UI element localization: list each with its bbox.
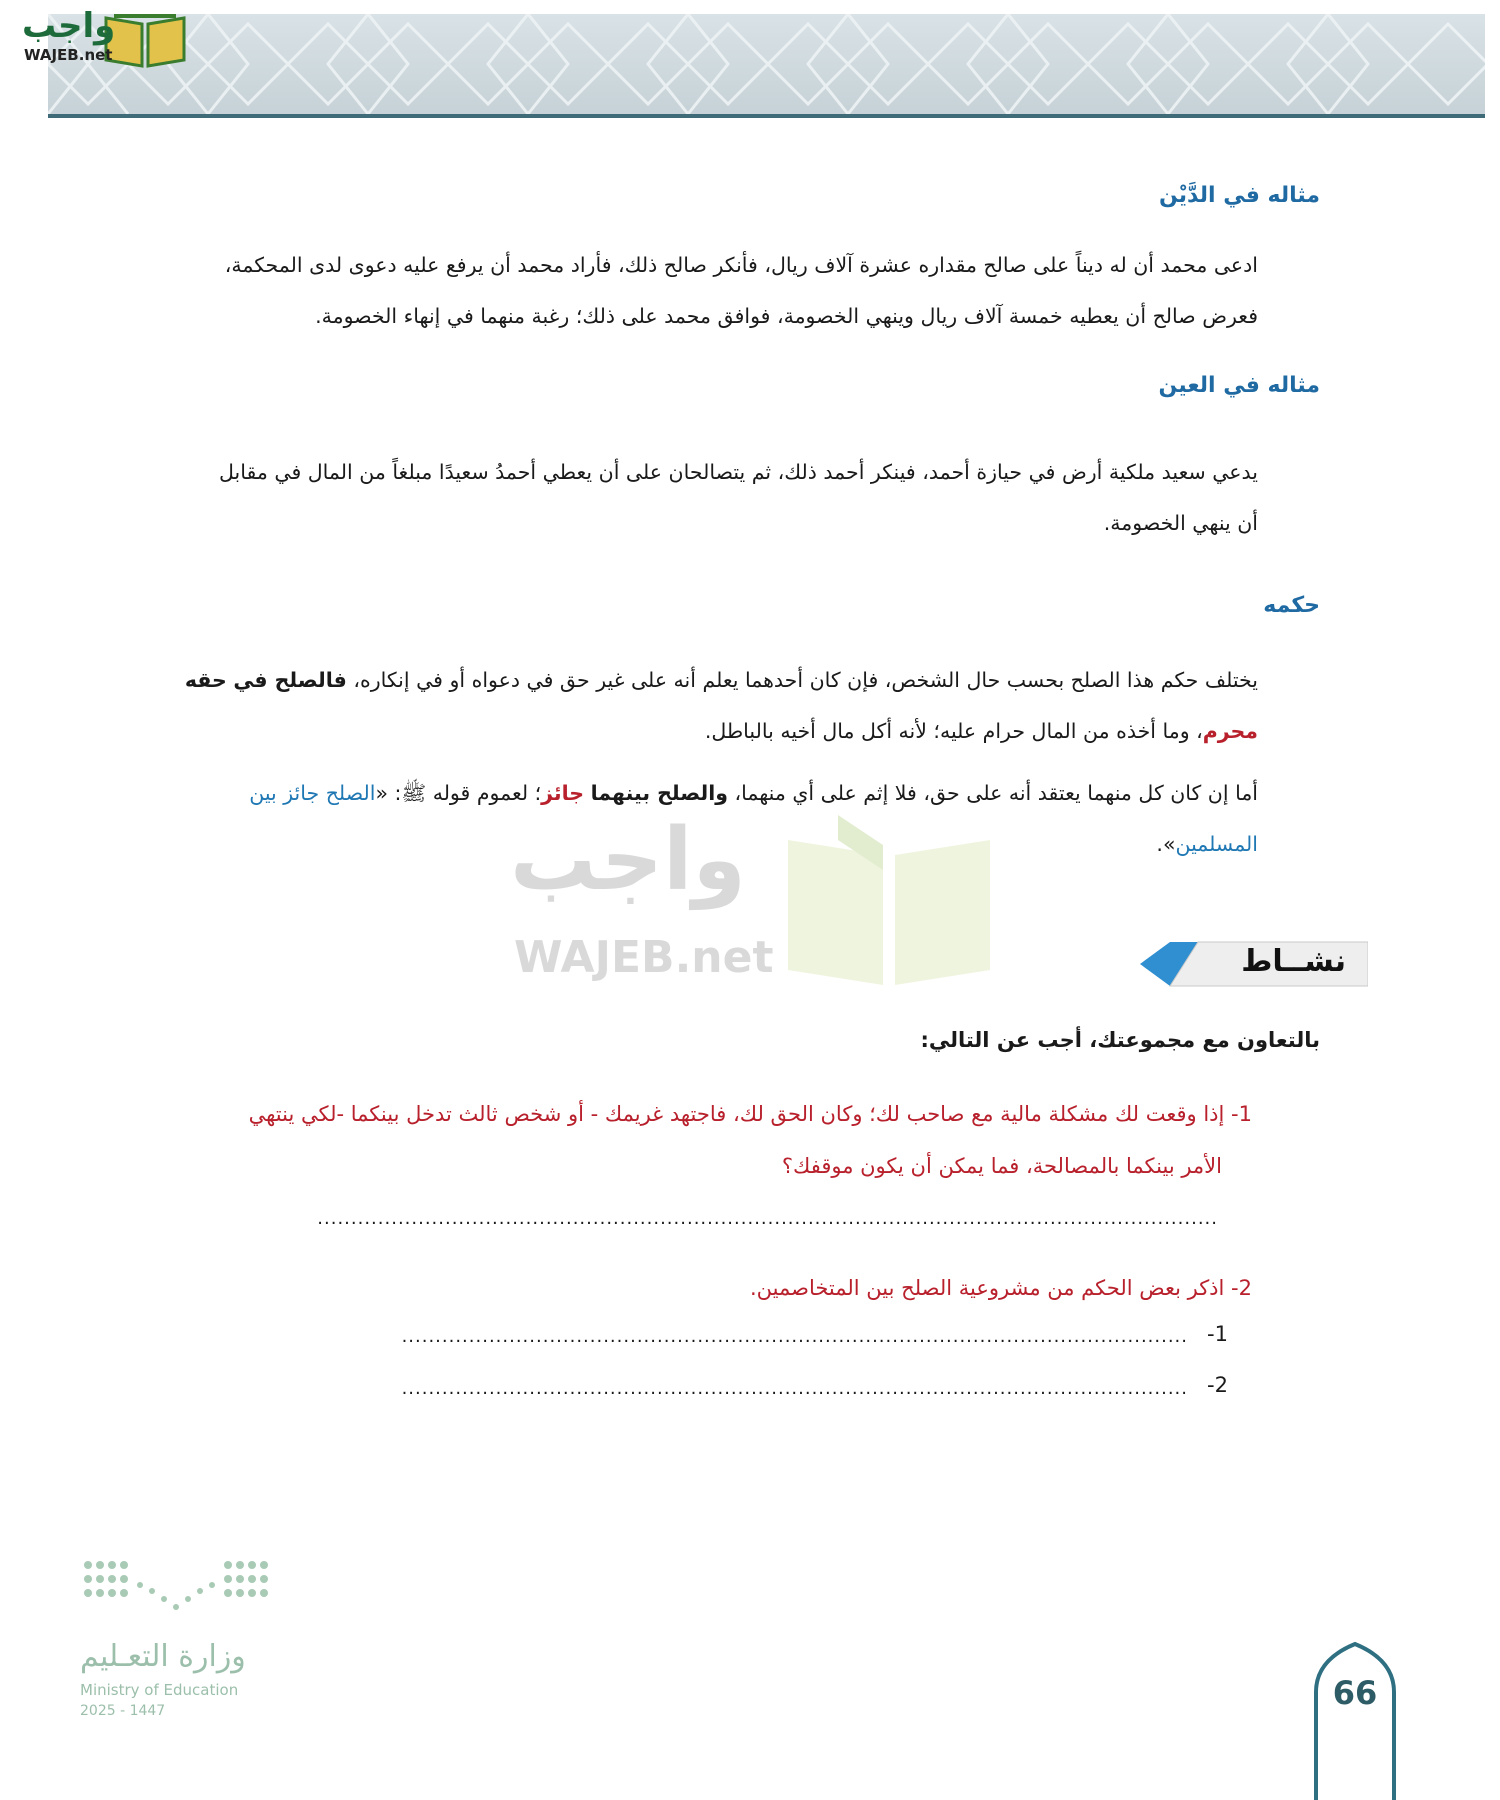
activity-tab-label: نشــاط: [1241, 944, 1346, 979]
bold-span: والصلح بينهما: [590, 781, 728, 805]
page-number: 66: [1332, 1674, 1378, 1712]
ministry-logo: [80, 1555, 280, 1725]
heading-dain: مثاله في الدَّيْن: [1158, 183, 1320, 208]
ministry-year: 2025 - 1447: [80, 1703, 166, 1719]
answer-line-q1[interactable]: ......................................................................................................................................: [317, 1208, 1218, 1229]
question-line: الأمر بينكما بالمصالحة، فما يمكن أن يكون موقفك؟: [781, 1154, 1222, 1178]
activity-intro: بالتعاون مع مجموعتك، أجب عن التالي:: [920, 1028, 1320, 1052]
paragraph-ain: [158, 447, 1258, 549]
answer-line-q2-1[interactable]: .....................................................................................................................: [401, 1326, 1188, 1347]
page-number-tab: [1310, 1640, 1400, 1800]
hadith-span: بين المسلمين: [249, 781, 1258, 856]
page-number-shape: [1310, 1640, 1400, 1800]
watermark-net: WAJEB.net: [514, 932, 774, 983]
bold-span: فالصلح في: [233, 668, 347, 692]
ministry-dots-icon: [80, 1555, 270, 1627]
paragraph-line: ادعى محمد أن له ديناً على صالح مقداره عشرة آلاف ريال، فأنكر صالح ذلك، فأراد محمد أن يرفع عليه دعوى لدى المحكمة،: [224, 253, 1258, 277]
text-span: ؛ لعموم قوله ﷺ: «: [375, 781, 542, 805]
activity-tab: [1140, 940, 1368, 988]
text-span: أما إن كان كل منهما يعتقد أنه على حق، فلا إثم على أي منهما،: [734, 781, 1258, 805]
paragraph-line: يدعي سعيد ملكية أرض في حيازة أحمد، فينكر أحمد ذلك، ثم يتصالحان على أن يعطي أحمدُ سعيدًا مبلغاً من المال في مقابل: [219, 460, 1258, 484]
logo-word: واجب: [22, 6, 116, 46]
ministry-name-en: Ministry of Education: [80, 1681, 239, 1699]
paragraph-line: أن ينهي الخصومة.: [1103, 511, 1258, 535]
red-span: محرم: [1202, 719, 1258, 743]
ministry-name-ar: وزارة التعـليم: [80, 1639, 246, 1674]
paragraph-hukm-1: [158, 655, 1258, 757]
watermark-book-icon: [778, 810, 1000, 990]
question-2: 2- اذكر بعض الحكم من مشروعية الصلح بين المتخاصمين.: [749, 1276, 1252, 1300]
question-1: [152, 1088, 1252, 1192]
watermark: [510, 810, 1000, 990]
wajeb-logo: [10, 6, 190, 66]
paragraph-line: فعرض صالح أن يعطيه خمسة آلاف ريال وينهي الخصومة، فوافق محمد على ذلك؛ رغبة منهما في إنهاء الخصومة.: [315, 304, 1258, 328]
logo-net: WAJEB.net: [24, 46, 113, 64]
hadith-span: الصلح جائز: [283, 781, 376, 805]
question-line: 1- إذا وقعت لك مشكلة مالية مع صاحب لك؛ وكان الحق لك، فاجتهد غريمك - أو شخص ثالث تدخل بينكما -لكي ينتهي: [248, 1102, 1252, 1126]
watermark-word: واجب: [510, 810, 746, 910]
answer-line-q2-2[interactable]: .....................................................................................................................: [401, 1378, 1188, 1399]
text-span: ، وما أخذه من المال حرام عليه؛ لأنه أكل مال أخيه بالباطل.: [704, 719, 1203, 743]
paragraph-dain: [158, 240, 1258, 342]
heading-ain: مثاله في العين: [1158, 373, 1320, 398]
red-span: جائز: [541, 781, 585, 805]
heading-hukm: حكمه: [1263, 593, 1320, 618]
answer-item-number: 2-: [1207, 1373, 1228, 1397]
header-pattern-band: [48, 14, 1485, 118]
answer-item-number: 1-: [1207, 1322, 1228, 1346]
text-span: ».: [1156, 832, 1176, 856]
bold-span: حقه: [184, 668, 227, 692]
text-span: يختلف حكم هذا الصلح بحسب حال الشخص، فإن كان أحدهما يعلم أنه على غير حق في دعواه أو في إنكاره،: [353, 668, 1258, 692]
